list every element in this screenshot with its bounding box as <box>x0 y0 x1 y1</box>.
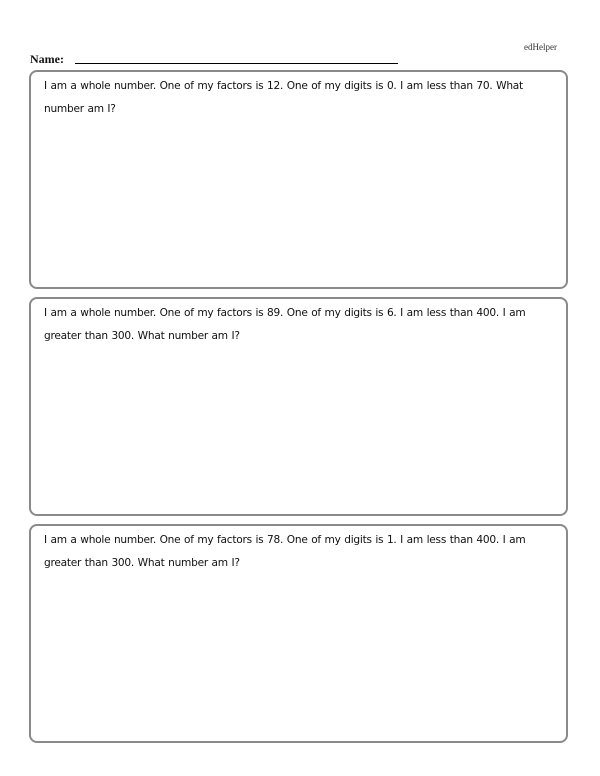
brand-label: edHelper <box>524 42 557 52</box>
problem-box-2[interactable] <box>29 297 568 516</box>
name-writing-line[interactable] <box>75 63 398 64</box>
problem-text-3: I am a whole number. One of my factors is 78. One of my digits is 1. I am less than 400. I am greater than 300. What number am I? <box>44 534 526 569</box>
name-label: Name: <box>30 52 64 66</box>
problem-text-2: I am a whole number. One of my factors is 89. One of my digits is 6. I am less than 400. I am greater than 300. What number am I? <box>44 307 526 342</box>
problem-text-1: I am a whole number. One of my factors is 12. One of my digits is 0. I am less than 70. What number am I? <box>44 80 523 115</box>
problem-box-1[interactable] <box>29 70 568 289</box>
problem-box-3[interactable] <box>29 524 568 743</box>
name-field-row <box>30 52 375 66</box>
